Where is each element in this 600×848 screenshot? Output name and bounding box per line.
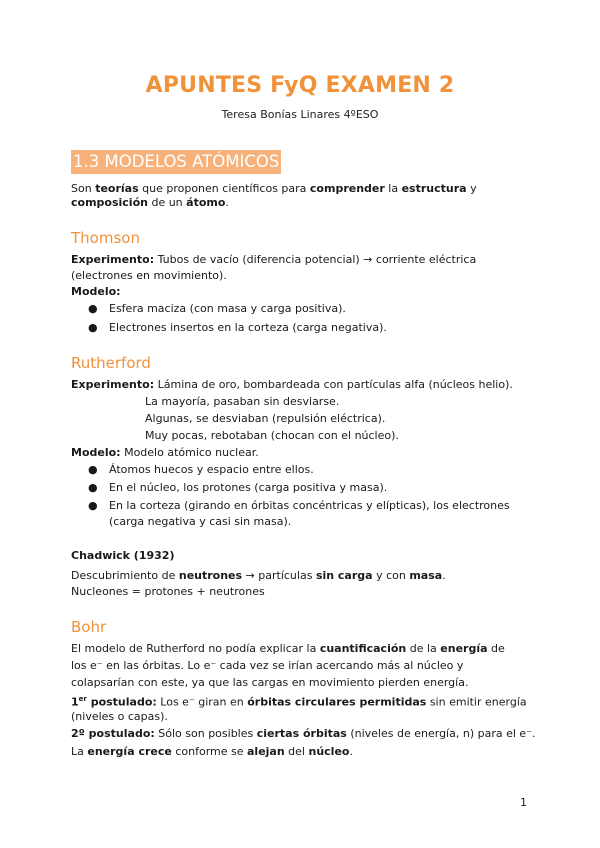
- bullet-icon: ●: [88, 463, 98, 476]
- bohr-postulate-1-cont: (niveles o capas).: [71, 710, 168, 723]
- bohr-line-1: El modelo de Rutherford no podía explicar la cuantificación de la energía de: [71, 642, 505, 655]
- bohr-line-2: los e⁻ en las órbitas. Lo e⁻ cada vez se irían acercando más al núcleo y: [71, 659, 464, 672]
- thomson-heading: Thomson: [71, 229, 140, 247]
- intro-line-1: Son teorías que proponen científicos para comprender la estructura y: [71, 182, 477, 195]
- rutherford-model: Modelo: Modelo atómico nuclear.: [71, 446, 259, 459]
- bullet-icon: ●: [88, 499, 98, 512]
- list-item: En la corteza (girando en órbitas concéntricas y elípticas), los electrones: [109, 499, 510, 512]
- section-heading: 1.3 MODELOS ATÓMICOS: [71, 150, 281, 174]
- document-author: Teresa Bonías Linares 4ºESO: [221, 108, 379, 121]
- bullet-icon: ●: [88, 481, 98, 494]
- document-title: APUNTES FyQ EXAMEN 2: [145, 73, 455, 98]
- list-item: En el núcleo, los protones (carga positiva y masa).: [109, 481, 388, 494]
- list-item: Esfera maciza (con masa y carga positiva).: [109, 302, 346, 315]
- rutherford-heading: Rutherford: [71, 354, 151, 372]
- chadwick-heading: Chadwick (1932): [71, 549, 175, 562]
- thomson-experiment-cont: (electrones en movimiento).: [71, 269, 227, 282]
- page-number: 1: [520, 796, 527, 809]
- bullet-icon: ●: [88, 302, 98, 315]
- bullet-icon: ●: [88, 321, 98, 334]
- thomson-experiment: Experimento: Tubos de vacío (diferencia potencial) → corriente eléctrica: [71, 253, 477, 266]
- rutherford-experiment: Experimento: Lámina de oro, bombardeada con partículas alfa (núcleos helio).: [71, 378, 513, 391]
- chadwick-line-2: Nucleones = protones + neutrones: [71, 585, 265, 598]
- bohr-postulate-3: La energía crece conforme se alejan del núcleo.: [71, 745, 353, 758]
- list-item: Electrones insertos en la corteza (carga negativa).: [109, 321, 387, 334]
- rutherford-result: Muy pocas, rebotaban (chocan con el núcleo).: [145, 429, 399, 442]
- rutherford-result: La mayoría, pasaban sin desviarse.: [145, 395, 340, 408]
- rutherford-result: Algunas, se desviaban (repulsión eléctrica).: [145, 412, 386, 425]
- bohr-postulate-1: 1er postulado: Los e⁻ giran en órbitas circulares permitidas sin emitir energía: [71, 695, 527, 709]
- chadwick-line-1: Descubrimiento de neutrones → partículas sin carga y con masa.: [71, 569, 446, 582]
- intro-line-2: composición de un átomo.: [71, 196, 229, 209]
- bohr-heading: Bohr: [71, 618, 107, 636]
- bohr-postulate-2: 2º postulado: Sólo son posibles ciertas órbitas (niveles de energía, n) para el e⁻.: [71, 727, 536, 740]
- list-item-cont: (carga negativa y casi sin masa).: [109, 515, 292, 528]
- list-item: Átomos huecos y espacio entre ellos.: [109, 463, 314, 476]
- bohr-line-3: colapsarían con este, ya que las cargas en movimiento pierden energía.: [71, 676, 469, 689]
- thomson-model-label: Modelo:: [71, 285, 121, 298]
